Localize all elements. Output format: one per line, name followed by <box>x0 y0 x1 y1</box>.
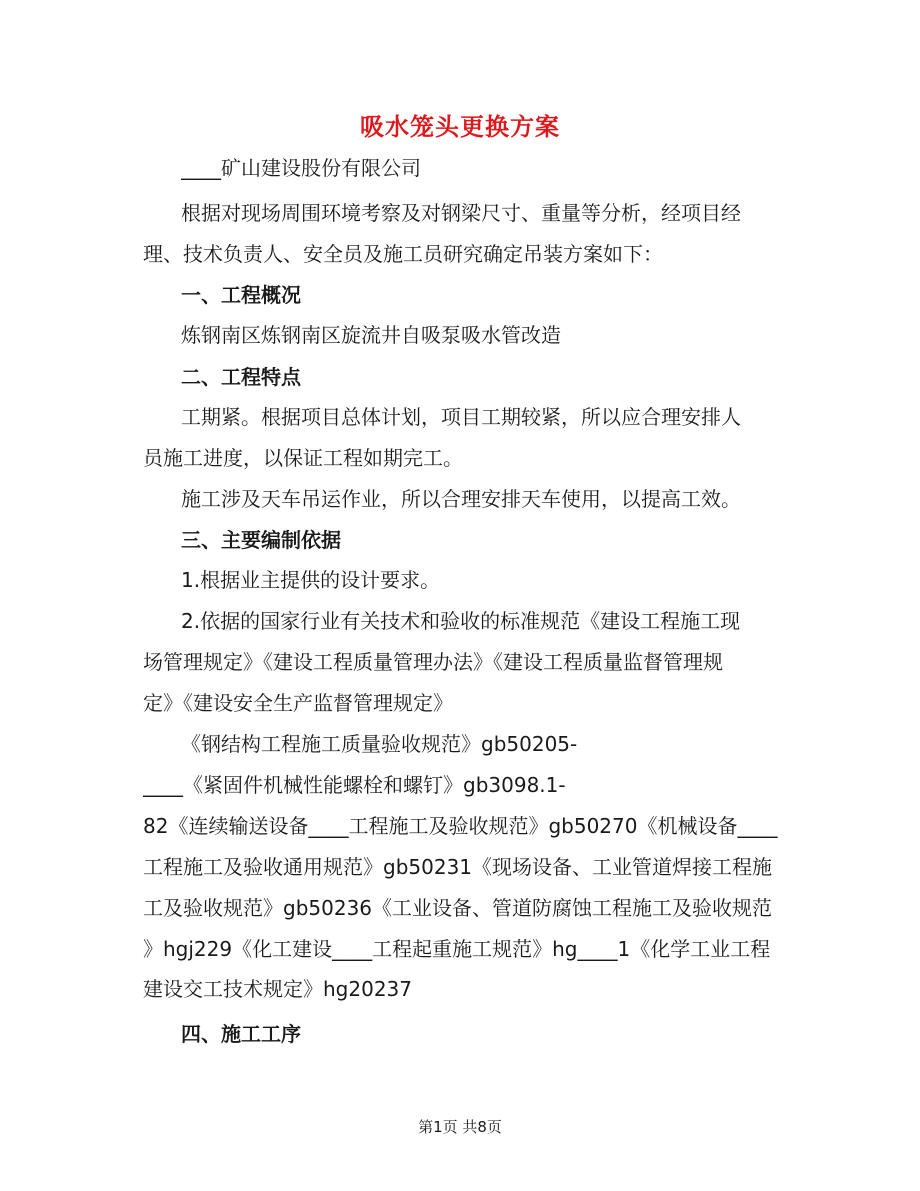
section-2-para1-line-2: 员施工进度，以保证工程如期完工。 <box>143 446 463 470</box>
section-1-text: 炼钢南区炼钢南区旋流井自吸泵吸水管改造 <box>181 323 561 347</box>
intro-line-1: 根据对现场周围环境考察及对钢梁尺寸、重量等分析，经项目经 <box>181 201 741 225</box>
section-3-item3-line-7: 建设交工技术规定》hg20237 <box>143 977 412 1001</box>
section-3-item3-line-3: 82《连续输送设备____工程施工及验收规范》gb50270《机械设备____ <box>143 814 778 838</box>
document-title: 吸水笼头更换方案 <box>360 113 560 141</box>
section-3-item3-line-5: 工及验收规范》gb50236《工业设备、管道防腐蚀工程施工及验收规范 <box>143 896 773 920</box>
section-2-para1-line-1: 工期紧。根据项目总体计划，项目工期较紧，所以应合理安排人 <box>181 405 741 429</box>
section-4-heading: 四、施工工序 <box>181 1022 301 1046</box>
intro-line-2: 理、技术负责人、安全员及施工员研究确定吊装方案如下： <box>143 242 663 266</box>
section-3-item3-line-6: 》hgj229《化工建设____工程起重施工规范》hg____1《化学工业工程 <box>143 937 771 961</box>
section-3-item3-line-4: 工程施工及验收通用规范》gb50231《现场设备、工业管道焊接工程施 <box>143 855 773 879</box>
section-2-heading: 二、工程特点 <box>181 365 301 389</box>
company-line: ____矿山建设股份有限公司 <box>181 156 421 180</box>
section-3-item1: 1.根据业主提供的设计要求。 <box>181 568 441 592</box>
section-3-item2-line-2: 场管理规定》《建设工程质量管理办法》《建设工程质量监督管理规 <box>143 650 723 674</box>
section-3-heading: 三、主要编制依据 <box>181 528 341 552</box>
section-1-heading: 一、工程概况 <box>181 283 301 307</box>
section-3-item2-line-3: 定》《建设安全生产监督管理规定》 <box>143 691 453 715</box>
section-3-item3-line-2: ____《紧固件机械性能螺栓和螺钉》gb3098.1- <box>143 773 566 797</box>
section-2-para2: 施工涉及天车吊运作业，所以合理安排天车使用，以提高工效。 <box>181 487 741 511</box>
page-number-footer: 第1页 共8页 <box>418 1118 502 1136</box>
section-3-item2-line-1: 2.依据的国家行业有关技术和验收的标准规范《建设工程施工现 <box>181 609 741 633</box>
section-3-item3-line-1: 《钢结构工程施工质量验收规范》gb50205- <box>181 732 578 756</box>
